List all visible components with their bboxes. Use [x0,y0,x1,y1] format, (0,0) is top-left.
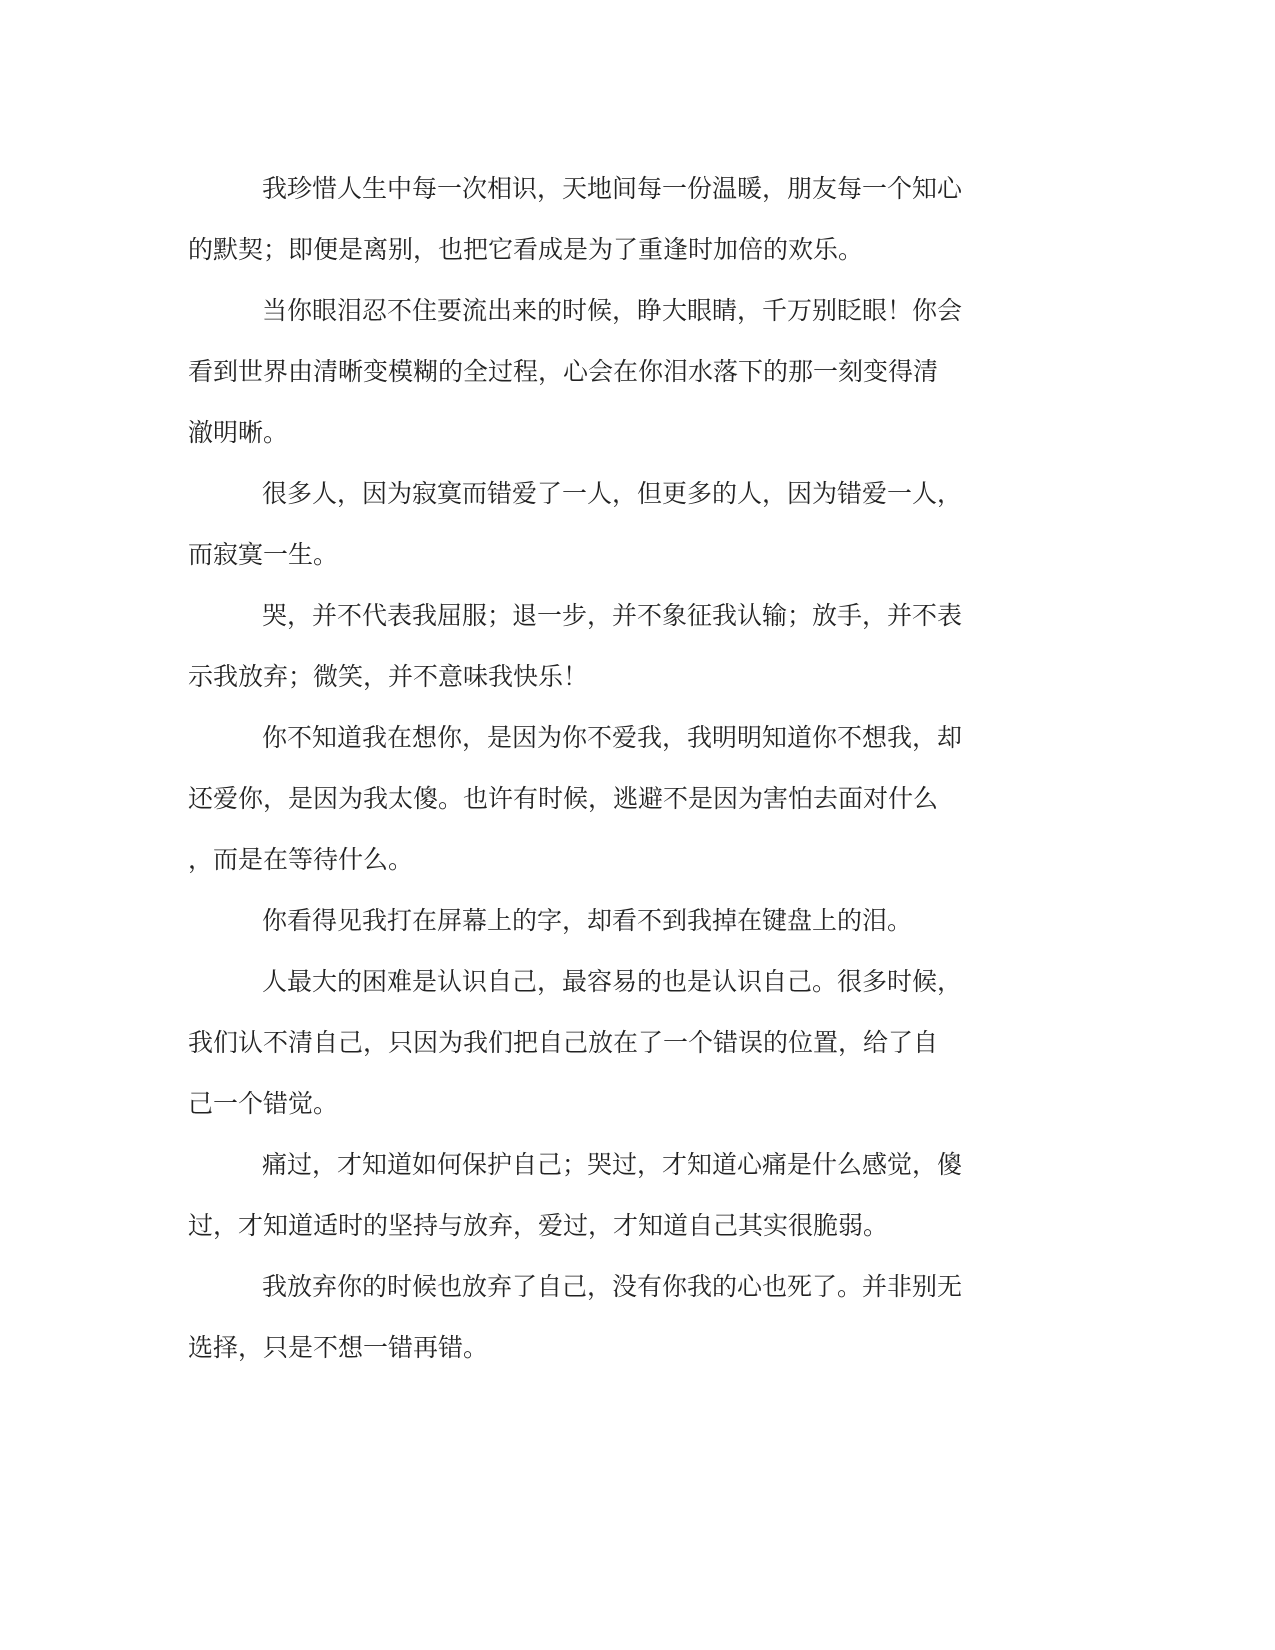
text-line: 还爱你，是因为我太傻。也许有时候，逃避不是因为害怕去面对什么 [188,784,939,813]
text-line: 痛过，才知道如何保护自己；哭过，才知道心痛是什么感觉，傻 [262,1150,963,1179]
text-line: 很多人，因为寂寞而错爱了一人，但更多的人，因为错爱一人， [262,479,963,508]
text-line: 哭，并不代表我屈服；退一步，并不象征我认输；放手，并不表 [262,601,963,630]
text-line: 人最大的困难是认识自己，最容易的也是认识自己。很多时候， [262,967,963,996]
text-line: ，而是在等待什么。 [188,845,414,874]
text-line: 澈明晰。 [188,418,289,447]
paragraph [188,280,1078,463]
text-line: 选择，只是不想一错再错。 [188,1333,489,1362]
paragraph [188,890,1078,951]
text-line: 我们认不清自己，只因为我们把自己放在了一个错误的位置，给了自 [188,1028,939,1057]
text-line: 看到世界由清晰变模糊的全过程，心会在你泪水落下的那一刻变得清 [188,357,939,386]
text-line: 我珍惜人生中每一次相识，天地间每一份温暖，朋友每一个知心 [262,174,963,203]
paragraph [188,463,1078,585]
paragraph [188,585,1078,707]
text-line: 当你眼泪忍不住要流出来的时候，睁大眼睛，千万别眨眼！你会 [262,296,963,325]
text-line: 过，才知道适时的坚持与放弃，爱过，才知道自己其实很脆弱。 [188,1211,889,1240]
text-line: 我放弃你的时候也放弃了自己，没有你我的心也死了。并非别无 [262,1272,963,1301]
text-line: 示我放弃；微笑，并不意味我快乐！ [188,662,589,691]
text-line: 而寂寞一生。 [188,540,339,569]
paragraph [188,158,1078,280]
text-line: 己一个错觉。 [188,1089,339,1118]
text-line: 的默契；即便是离别，也把它看成是为了重逢时加倍的欢乐。 [188,235,864,264]
paragraph [188,1134,1078,1256]
paragraph [188,1256,1078,1378]
paragraph [188,707,1078,890]
document-body [188,158,1078,1378]
paragraph [188,951,1078,1134]
text-line: 你不知道我在想你，是因为你不爱我，我明明知道你不想我，却 [262,723,963,752]
text-line: 你看得见我打在屏幕上的字，却看不到我掉在键盘上的泪。 [262,906,913,935]
